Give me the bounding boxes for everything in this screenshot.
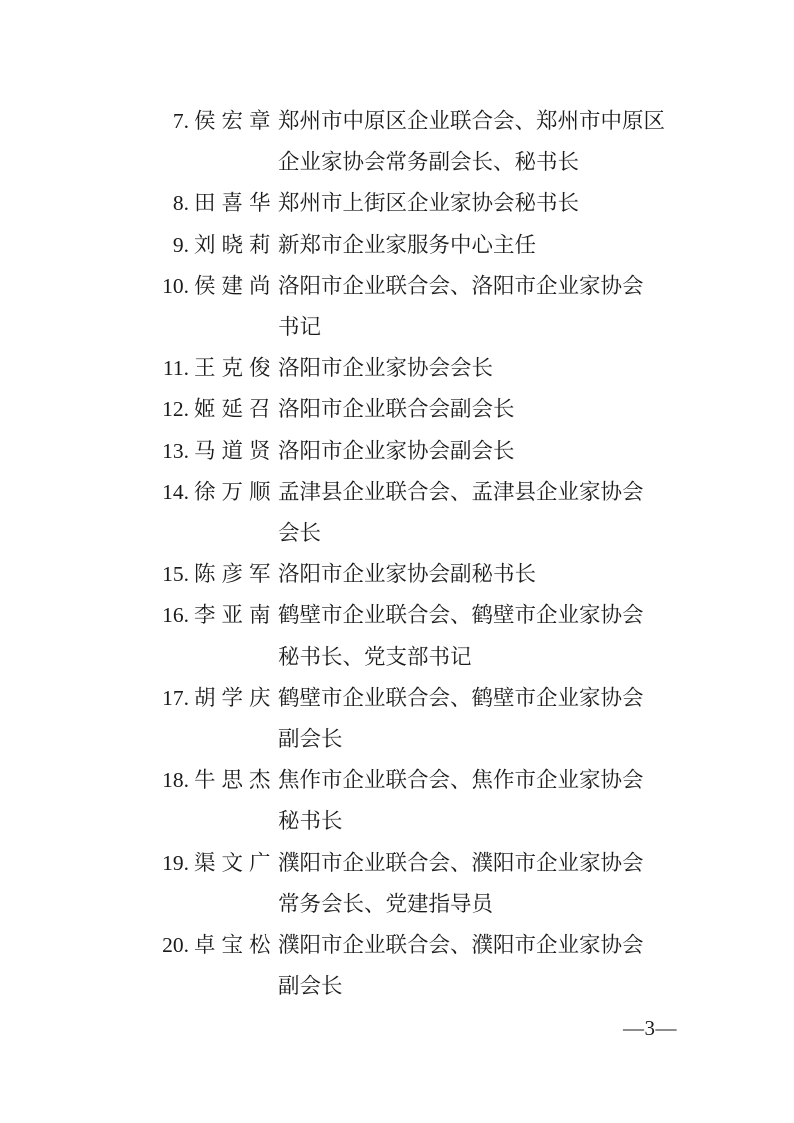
entry-title (278, 225, 694, 266)
entry-title (278, 101, 694, 183)
entry-title-line: 秘书长 (278, 809, 343, 834)
entry-title (278, 678, 694, 760)
entry-title-line: 濮阳市企业联合会、濮阳市企业家协会 (278, 933, 644, 958)
list-item (0, 843, 794, 925)
entry-number: 15. (162, 562, 189, 587)
entry-name: 徐万顺 (194, 479, 277, 504)
appointee-list (0, 101, 794, 1007)
list-item (0, 389, 794, 430)
entry-title-line: 新郑市企业家服务中心主任 (278, 232, 537, 257)
entry-name: 田喜华 (194, 191, 277, 216)
entry-title-line: 洛阳市企业家协会会长 (278, 356, 494, 381)
entry-title (278, 472, 694, 554)
entry-title-line: 洛阳市企业家协会副秘书长 (278, 562, 537, 587)
entry-number: 14. (162, 479, 189, 504)
entry-number: 9. (172, 232, 189, 257)
list-item (0, 678, 794, 760)
entry-title-line: 会长 (278, 521, 322, 546)
entry-title (278, 595, 694, 677)
entry-name: 刘晓莉 (194, 232, 277, 257)
entry-title-line: 鹤壁市企业联合会、鹤壁市企业家协会 (278, 685, 644, 710)
entry-title (278, 760, 694, 842)
list-item (0, 472, 794, 554)
entry-title (278, 348, 694, 389)
list-item (0, 225, 794, 266)
entry-title (278, 266, 694, 348)
entry-title-line: 鹤壁市企业联合会、鹤壁市企业家协会 (278, 603, 644, 628)
entry-name: 王克俊 (194, 356, 277, 381)
entry-title-line: 企业家协会常务副会长、秘书长 (278, 150, 580, 175)
entry-number: 20. (162, 933, 189, 958)
entry-number: 7. (172, 109, 189, 133)
entry-name: 李亚南 (194, 603, 277, 628)
entry-title-line: 副会长 (278, 974, 343, 999)
entry-number: 8. (172, 191, 189, 216)
entry-title-line: 洛阳市企业联合会、洛阳市企业家协会 (278, 273, 644, 298)
entry-title (278, 554, 694, 595)
entry-number: 10. (162, 273, 189, 298)
entry-title-line: 孟津县企业联合会、孟津县企业家协会 (278, 479, 644, 504)
entry-title-line: 焦作市企业联合会、焦作市企业家协会 (278, 768, 644, 793)
entry-title (278, 431, 694, 472)
entry-name: 侯建尚 (194, 273, 277, 298)
entry-name: 卓宝松 (194, 933, 277, 958)
entry-title-line: 郑州市中原区企业联合会、郑州市中原区 (278, 109, 666, 133)
entry-title-line: 洛阳市企业家协会副会长 (278, 438, 515, 463)
entry-title-line: 书记 (278, 315, 322, 340)
entry-name: 牛思杰 (194, 768, 277, 793)
entry-title-line: 副会长 (278, 727, 343, 752)
entry-title-line: 郑州市上街区企业家协会秘书长 (278, 191, 580, 216)
list-item (0, 431, 794, 472)
entry-name: 马道贤 (194, 438, 277, 463)
entry-name: 姬延召 (194, 397, 277, 422)
entry-title (278, 843, 694, 925)
list-item (0, 595, 794, 677)
list-item (0, 554, 794, 595)
entry-title (278, 925, 694, 1007)
entry-number: 16. (162, 603, 189, 628)
entry-number: 17. (162, 685, 189, 710)
list-item (0, 101, 794, 183)
entry-title (278, 183, 694, 224)
entry-title (278, 389, 694, 430)
list-item (0, 925, 794, 1007)
entry-title-line: 常务会长、党建指导员 (278, 891, 494, 916)
entry-name: 胡学庆 (194, 685, 277, 710)
list-item (0, 266, 794, 348)
entry-number: 18. (162, 768, 189, 793)
list-item (0, 183, 794, 224)
page-number: —3— (623, 1016, 677, 1040)
entry-title-line: 洛阳市企业联合会副会长 (278, 397, 515, 422)
entry-number: 12. (162, 397, 189, 422)
entry-name: 渠文广 (194, 850, 277, 875)
entry-number: 11. (162, 356, 189, 381)
entry-name: 陈彦军 (194, 562, 277, 587)
entry-name: 侯宏章 (194, 109, 277, 133)
list-item (0, 760, 794, 842)
entry-title-line: 秘书长、党支部书记 (278, 644, 472, 669)
entry-title-line: 濮阳市企业联合会、濮阳市企业家协会 (278, 850, 644, 875)
list-item (0, 348, 794, 389)
entry-number: 19. (162, 850, 189, 875)
entry-number: 13. (162, 438, 189, 463)
